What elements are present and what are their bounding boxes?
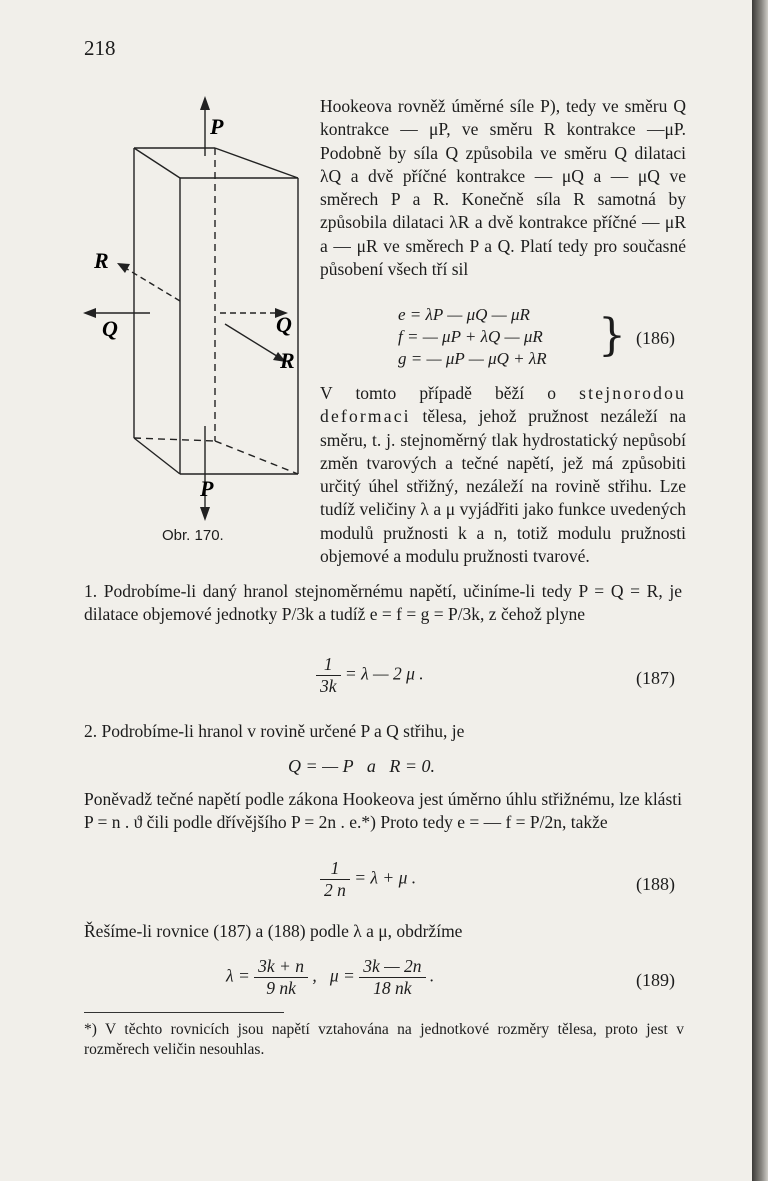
para-after-186-prefix: V tomto případě běží o: [320, 383, 557, 403]
equation-189: [226, 956, 434, 999]
eq189-lambda-den: 9 nk: [266, 978, 296, 998]
eq186-number: (186): [636, 328, 675, 348]
paragraph-2: 2. Podrobíme-li hranol v rovině určené P a Q střihu, je: [84, 721, 465, 741]
eq188-den: 2 n: [324, 880, 346, 900]
label-R-right: R: [280, 348, 295, 373]
eq189-mu-num: 3k — 2n: [359, 956, 425, 978]
label-Q-left: Q: [102, 316, 118, 341]
eq186-brace: }: [598, 310, 626, 361]
eq187-num: 1: [316, 654, 341, 676]
equation-q-r: Q = — P a R = 0.: [288, 756, 435, 776]
eq188-num: 1: [320, 858, 350, 880]
page-number: 218: [84, 36, 116, 60]
eq187-rhs: = λ — 2 μ .: [344, 663, 424, 684]
eq188-rhs: = λ + μ .: [354, 867, 417, 888]
equation-188: [320, 858, 416, 901]
label-P-bottom: P: [200, 476, 214, 501]
footnote-rule: [84, 1012, 284, 1013]
eq189-tail: .: [429, 965, 435, 986]
eq188-number: (188): [636, 874, 675, 894]
eq187-number: (187): [636, 668, 675, 688]
paragraph-3: Poněvadž tečné napětí podle zákona Hookeova jest úměrno úhlu střižnému, lze klásti P = n . ϑ čili podle dřívějšího P = 2n . e.*) Proto tedy e = — f = P/2n, takže: [84, 789, 682, 833]
page-edge: [752, 0, 768, 1181]
para-after-186-rest: tělesa, jehož pružnost nezáleží na směru, t. j. stejnoměrný tlak hydrostatický nepůsobí změn tvarových a tečné napětí, jež má způsobiti určitý úhel střižný, nezáleží na rovině střihu. Lze tudíž veličiny λ a μ vyjádřiti jako funkce uvedených modulů pružnosti k a n, totiž modulu pružnosti objemové a modulu pružnosti tvarové.: [320, 406, 686, 567]
prism-figure: [80, 96, 310, 526]
label-R-left: R: [94, 248, 109, 273]
eq189-lambda-lhs: λ =: [226, 965, 250, 986]
eq186-line-f: f = — μP + λQ — μR: [398, 327, 543, 346]
paragraph-after-186: [320, 382, 686, 568]
eq186-line-g: g = — μP — μQ + λR: [398, 349, 547, 368]
footnote: *) V těchto rovnicích jsou napětí vztahována na jednotkové rozměry tělesa, proto jest v rozměrech veličin nesouhlas.: [84, 1021, 684, 1058]
right-paragraph: Hookeova rovněž úměrné síle P), tedy ve směru Q kontrakce — μP, ve směru R kontrakce —μP. Podobně by síla Q způsobila ve směru Q dilataci λQ a dvě příčné kontrakce — μQ a — μQ ve směrech P a R. Konečně síla R samotná by způsobila dilataci λR a dvě kontrakce příčné — μR a — μR ve směrech P a Q. Platí tedy pro současné působení všech tří sil: [320, 96, 686, 280]
label-P-top: P: [210, 114, 224, 139]
eq189-mu-lhs: , μ =: [312, 965, 355, 986]
figure-caption: Obr. 170.: [162, 527, 224, 544]
eq189-lambda-num: 3k + n: [254, 956, 308, 978]
para-after-186-spaced: stejnorodou deformaci: [320, 383, 686, 427]
eq186-line-e: e = λP — μQ — μR: [398, 305, 530, 324]
equation-186: [398, 304, 547, 370]
equation-187: [316, 654, 424, 697]
label-Q-right: Q: [276, 312, 292, 337]
paragraph-1: 1. Podrobíme-li daný hranol stejnoměrnému napětí, učiníme-li tedy P = Q = R, je dilatace objemové jednotky P/3k a tudíž e = f = g = P/3k, z čehož plyne: [84, 581, 682, 625]
eq189-number: (189): [636, 970, 675, 990]
eq187-den: 3k: [320, 676, 337, 696]
eq189-mu-den: 18 nk: [373, 978, 412, 998]
paragraph-4: Řešíme-li rovnice (187) a (188) podle λ a μ, obdržíme: [84, 921, 463, 941]
